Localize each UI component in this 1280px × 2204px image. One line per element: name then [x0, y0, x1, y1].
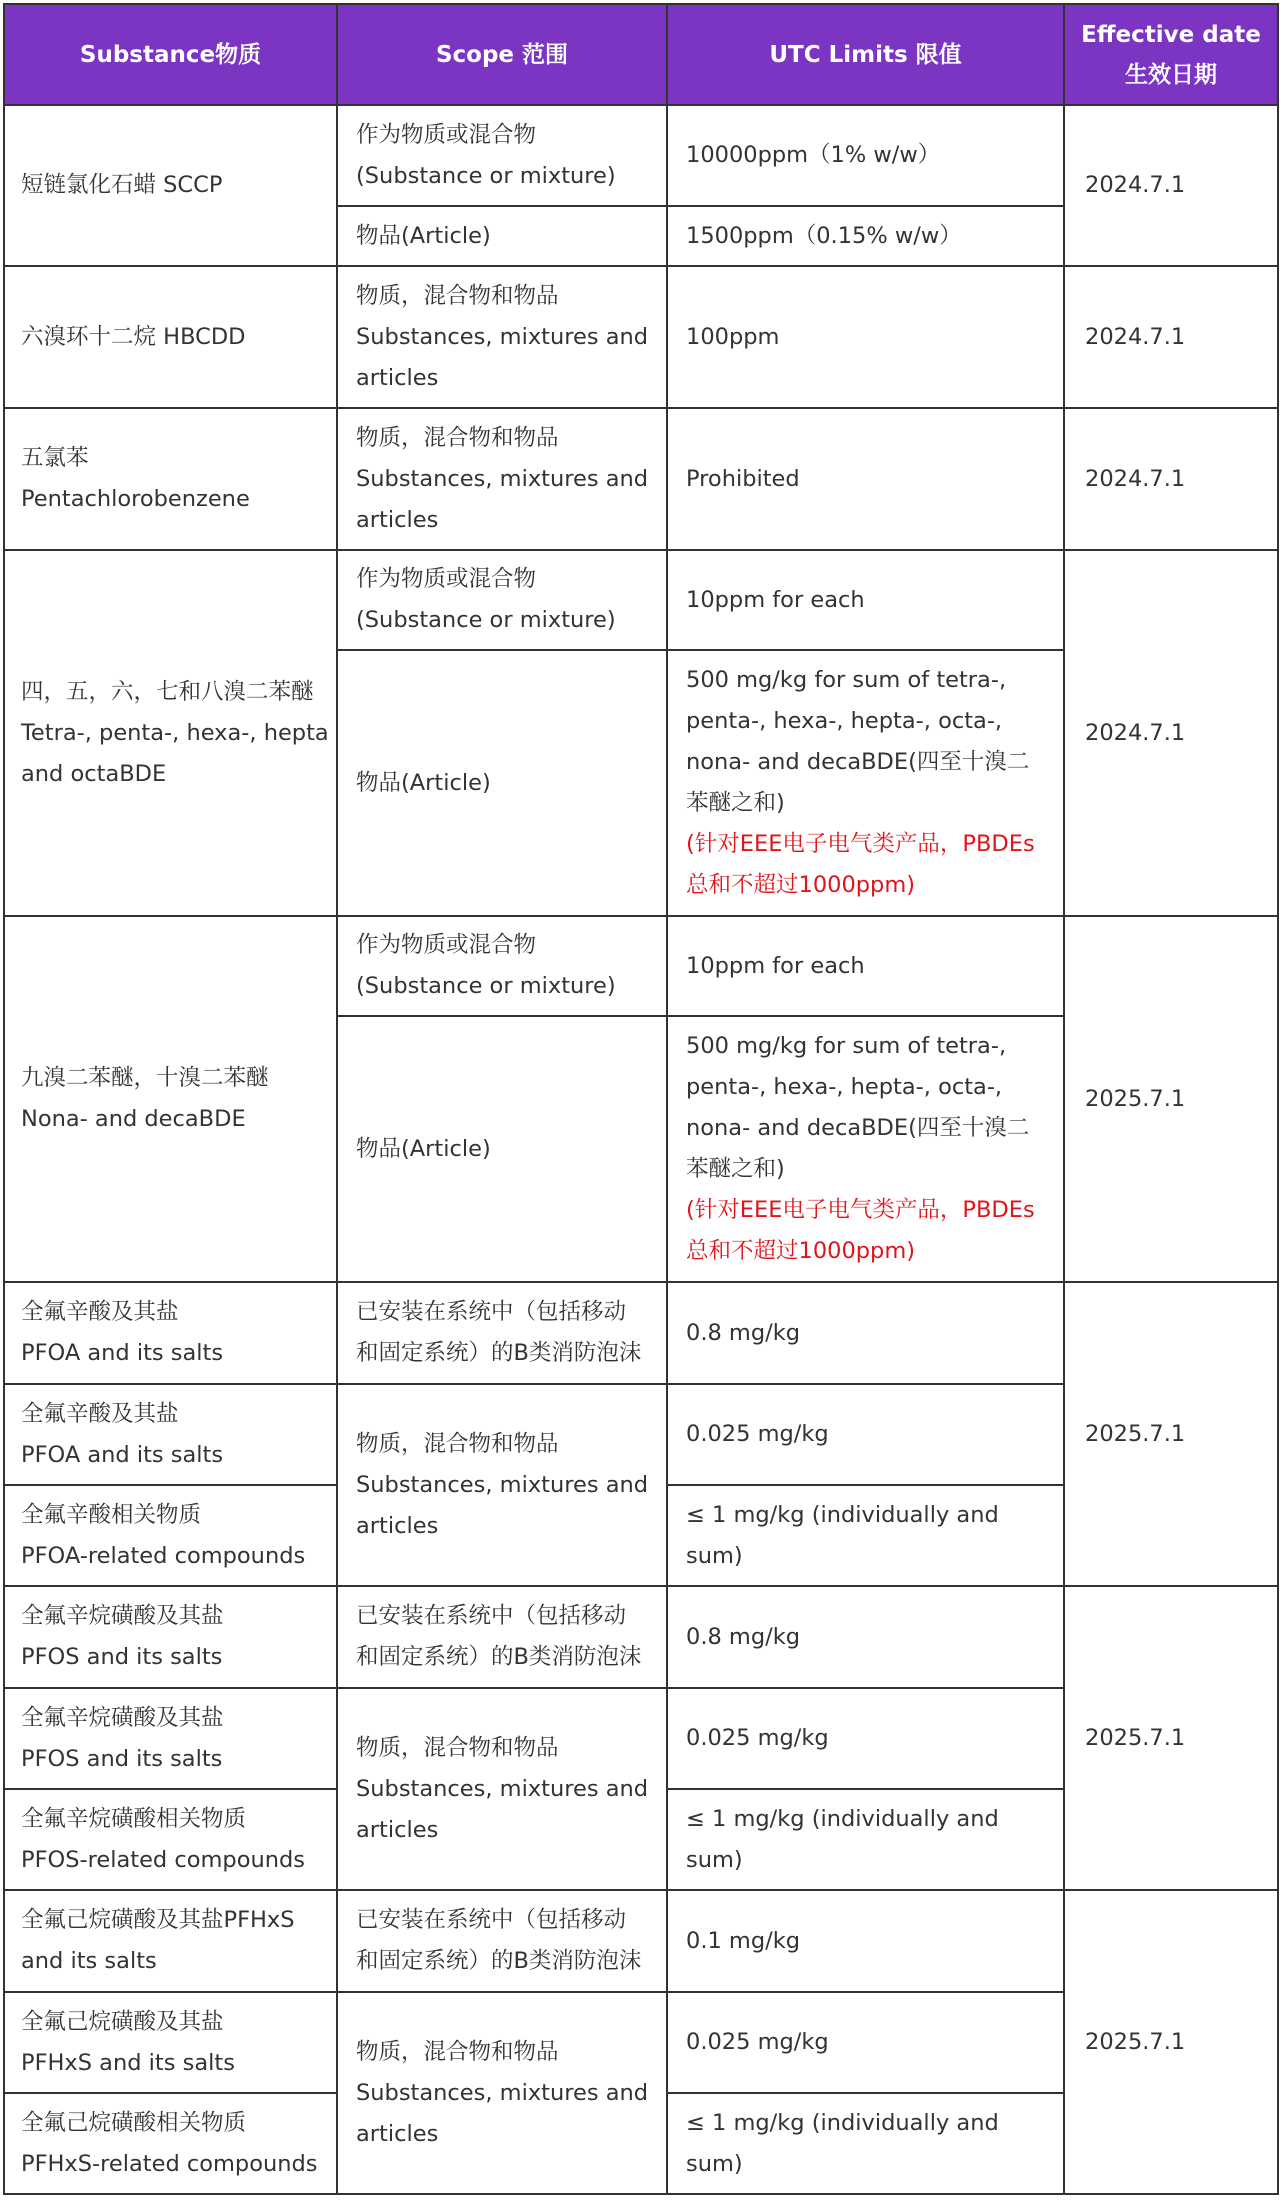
date-cell: 2024.7.1 [1064, 408, 1278, 550]
table-row [4, 266, 1278, 408]
date-cell: 2024.7.1 [1064, 550, 1278, 916]
substance-cell [4, 1789, 337, 1890]
limit-cell: Prohibited [667, 408, 1064, 550]
scope-line: (Substance or mixture) [356, 607, 616, 633]
substance-cell [4, 1384, 337, 1485]
limit-cell: 10000ppm（1% w/w） [667, 105, 1064, 206]
substance-line: and octaBDE [21, 760, 167, 787]
substance-line: PFOA and its salts [21, 1441, 224, 1468]
substance-cell [4, 1586, 337, 1688]
substance-cell [4, 1992, 337, 2093]
substance-line: and its salts [21, 1948, 157, 1974]
limit-cell: 0.025 mg/kg [667, 1384, 1064, 1485]
date-cell: 2024.7.1 [1064, 105, 1278, 266]
scope-cell [337, 408, 667, 550]
substance-line: 全氟辛酸相关物质 [21, 1501, 202, 1528]
limit-line: penta-, hexa-, hepta-, octa-, [686, 1074, 1003, 1100]
substance-line: Pentachlorobenzene [21, 486, 250, 512]
substance-line: 五氯苯 [21, 445, 89, 471]
scope-cell [337, 1586, 667, 1688]
substance-cell [4, 916, 337, 1282]
scope-cell [337, 916, 667, 1016]
substance-cell [4, 550, 337, 916]
limit-cell: 1500ppm（0.15% w/w） [667, 206, 1064, 266]
header-date-line1: Effective date [1081, 21, 1261, 48]
substance-line: 全氟辛酸及其盐 [21, 1299, 179, 1325]
scope-line: 已安装在系统中（包括移动 [356, 1907, 627, 1933]
scope-line: articles [356, 1512, 439, 1539]
scope-line: 和固定系统）的B类消防泡沫 [356, 1644, 642, 1670]
header-scope: Scope 范围 [337, 4, 667, 105]
header-substance: Substance物质 [4, 4, 337, 105]
limit-cell: 0.8 mg/kg [667, 1282, 1064, 1384]
substance-line: PFHxS and its salts [21, 2049, 235, 2076]
scope-line: Substances, mixtures and [356, 323, 649, 350]
scope-cell [337, 1992, 667, 2194]
regulation-table-wrapper [3, 3, 1277, 2195]
substance-line: Nona- and decaBDE [21, 1106, 246, 1132]
substance-cell [4, 408, 337, 550]
scope-line: 已安装在系统中（包括移动 [356, 1603, 627, 1629]
limit-cell [667, 1789, 1064, 1890]
eee-note-line: (针对EEE电子电气类产品，PBDEs [686, 831, 1035, 857]
limit-line: sum) [686, 1846, 743, 1873]
table-row [4, 1282, 1278, 1384]
scope-cell: 物品(Article) [337, 1016, 667, 1282]
scope-line: articles [356, 1816, 439, 1843]
scope-line: (Substance or mixture) [356, 973, 616, 999]
scope-line: 作为物质或混合物 [356, 932, 537, 958]
date-cell: 2024.7.1 [1064, 266, 1278, 408]
limit-line: nona- and decaBDE(四至十溴二 [686, 1115, 1030, 1141]
header-effective-date [1064, 4, 1278, 105]
scope-line: 和固定系统）的B类消防泡沫 [356, 1340, 642, 1366]
substance-limits-table [3, 3, 1279, 2195]
scope-cell [337, 266, 667, 408]
scope-line: Substances, mixtures and [356, 1775, 649, 1802]
table-row [4, 550, 1278, 650]
scope-line: 和固定系统）的B类消防泡沫 [356, 1948, 642, 1974]
substance-line: PFOS and its salts [21, 1644, 223, 1670]
scope-line: (Substance or mixture) [356, 162, 616, 189]
scope-cell: 物品(Article) [337, 650, 667, 916]
scope-line: 作为物质或混合物 [356, 121, 537, 148]
table-row [4, 1890, 1278, 1992]
substance-line: PFHxS-related compounds [21, 2150, 318, 2177]
limit-cell [667, 2093, 1064, 2194]
limit-cell: 100ppm [667, 266, 1064, 408]
limit-line: nona- and decaBDE(四至十溴二 [686, 749, 1030, 775]
eee-note-line: (针对EEE电子电气类产品，PBDEs [686, 1197, 1035, 1223]
limit-cell: 0.025 mg/kg [667, 1992, 1064, 2093]
table-row [4, 916, 1278, 1016]
substance-line: PFOS-related compounds [21, 1846, 305, 1873]
substance-line: PFOA-related compounds [21, 1542, 306, 1569]
substance-line: 全氟辛烷磺酸及其盐 [21, 1704, 224, 1731]
scope-line: 作为物质或混合物 [356, 566, 537, 592]
header-limits: UTC Limits 限值 [667, 4, 1064, 105]
table-row [4, 105, 1278, 206]
substance-line: PFOS and its salts [21, 1745, 223, 1772]
substance-cell [4, 1890, 337, 1992]
limit-cell: 10ppm for each [667, 550, 1064, 650]
scope-line: Substances, mixtures and [356, 2079, 649, 2106]
date-cell: 2025.7.1 [1064, 916, 1278, 1282]
limit-line: sum) [686, 2150, 743, 2177]
substance-cell [4, 1688, 337, 1789]
limit-line: 500 mg/kg for sum of tetra-, [686, 1033, 1007, 1059]
scope-cell [337, 1384, 667, 1586]
date-cell: 2025.7.1 [1064, 1282, 1278, 1586]
scope-line: 物质，混合物和物品 [356, 1734, 559, 1761]
substance-cell: 六溴环十二烷 HBCDD [4, 266, 337, 408]
limit-cell [667, 1016, 1064, 1282]
limit-cell [667, 650, 1064, 916]
table-row [4, 408, 1278, 550]
scope-line: Substances, mixtures and [356, 465, 649, 492]
limit-line: sum) [686, 1542, 743, 1569]
date-cell: 2025.7.1 [1064, 1586, 1278, 1890]
limit-cell: 10ppm for each [667, 916, 1064, 1016]
limit-cell: 0.8 mg/kg [667, 1586, 1064, 1688]
scope-cell: 物品(Article) [337, 206, 667, 266]
limit-line: ≤ 1 mg/kg (individually and [686, 1501, 999, 1528]
limit-cell: 0.025 mg/kg [667, 1688, 1064, 1789]
header-date-line2: 生效日期 [1125, 61, 1217, 88]
scope-cell [337, 1688, 667, 1890]
substance-line: 四，五，六，七和八溴二苯醚 [21, 678, 314, 705]
substance-line: PFOA and its salts [21, 1340, 224, 1366]
limit-line: penta-, hexa-, hepta-, octa-, [686, 708, 1003, 734]
substance-line: 全氟己烷磺酸及其盐PFHxS [21, 1907, 295, 1933]
limit-cell: 0.1 mg/kg [667, 1890, 1064, 1992]
substance-cell [4, 1282, 337, 1384]
scope-cell [337, 550, 667, 650]
substance-line: 九溴二苯醚，十溴二苯醚 [21, 1065, 269, 1091]
limit-line: 500 mg/kg for sum of tetra-, [686, 667, 1007, 693]
limit-cell [667, 1485, 1064, 1586]
limit-line: 苯醚之和) [686, 790, 785, 816]
scope-line: articles [356, 506, 439, 533]
scope-line: articles [356, 364, 439, 391]
scope-cell [337, 105, 667, 206]
table-row [4, 1586, 1278, 1688]
substance-line: 全氟己烷磺酸及其盐 [21, 2008, 224, 2035]
substance-line: 全氟辛烷磺酸相关物质 [21, 1805, 247, 1832]
eee-note-line: 总和不超过1000ppm) [686, 872, 916, 898]
scope-line: 物质，混合物和物品 [356, 2038, 559, 2065]
limit-line: 苯醚之和) [686, 1156, 785, 1182]
substance-line: 全氟辛酸及其盐 [21, 1400, 179, 1427]
substance-cell [4, 1485, 337, 1586]
substance-cell: 短链氯化石蜡 SCCP [4, 105, 337, 266]
substance-line: Tetra-, penta-, hexa-, hepta [21, 719, 329, 746]
limit-line: ≤ 1 mg/kg (individually and [686, 2109, 999, 2136]
limit-line: ≤ 1 mg/kg (individually and [686, 1805, 999, 1832]
scope-line: 物质，混合物和物品 [356, 282, 559, 309]
date-cell: 2025.7.1 [1064, 1890, 1278, 2194]
scope-line: Substances, mixtures and [356, 1471, 649, 1498]
scope-cell [337, 1282, 667, 1384]
eee-note-line: 总和不超过1000ppm) [686, 1238, 916, 1264]
scope-line: 已安装在系统中（包括移动 [356, 1299, 627, 1325]
scope-line: 物质，混合物和物品 [356, 1430, 559, 1457]
scope-line: articles [356, 2120, 439, 2147]
scope-cell [337, 1890, 667, 1992]
scope-line: 物质，混合物和物品 [356, 424, 559, 451]
table-header-row [4, 4, 1278, 105]
substance-cell [4, 2093, 337, 2194]
substance-line: 全氟辛烷磺酸及其盐 [21, 1603, 224, 1629]
substance-line: 全氟己烷磺酸相关物质 [21, 2109, 247, 2136]
